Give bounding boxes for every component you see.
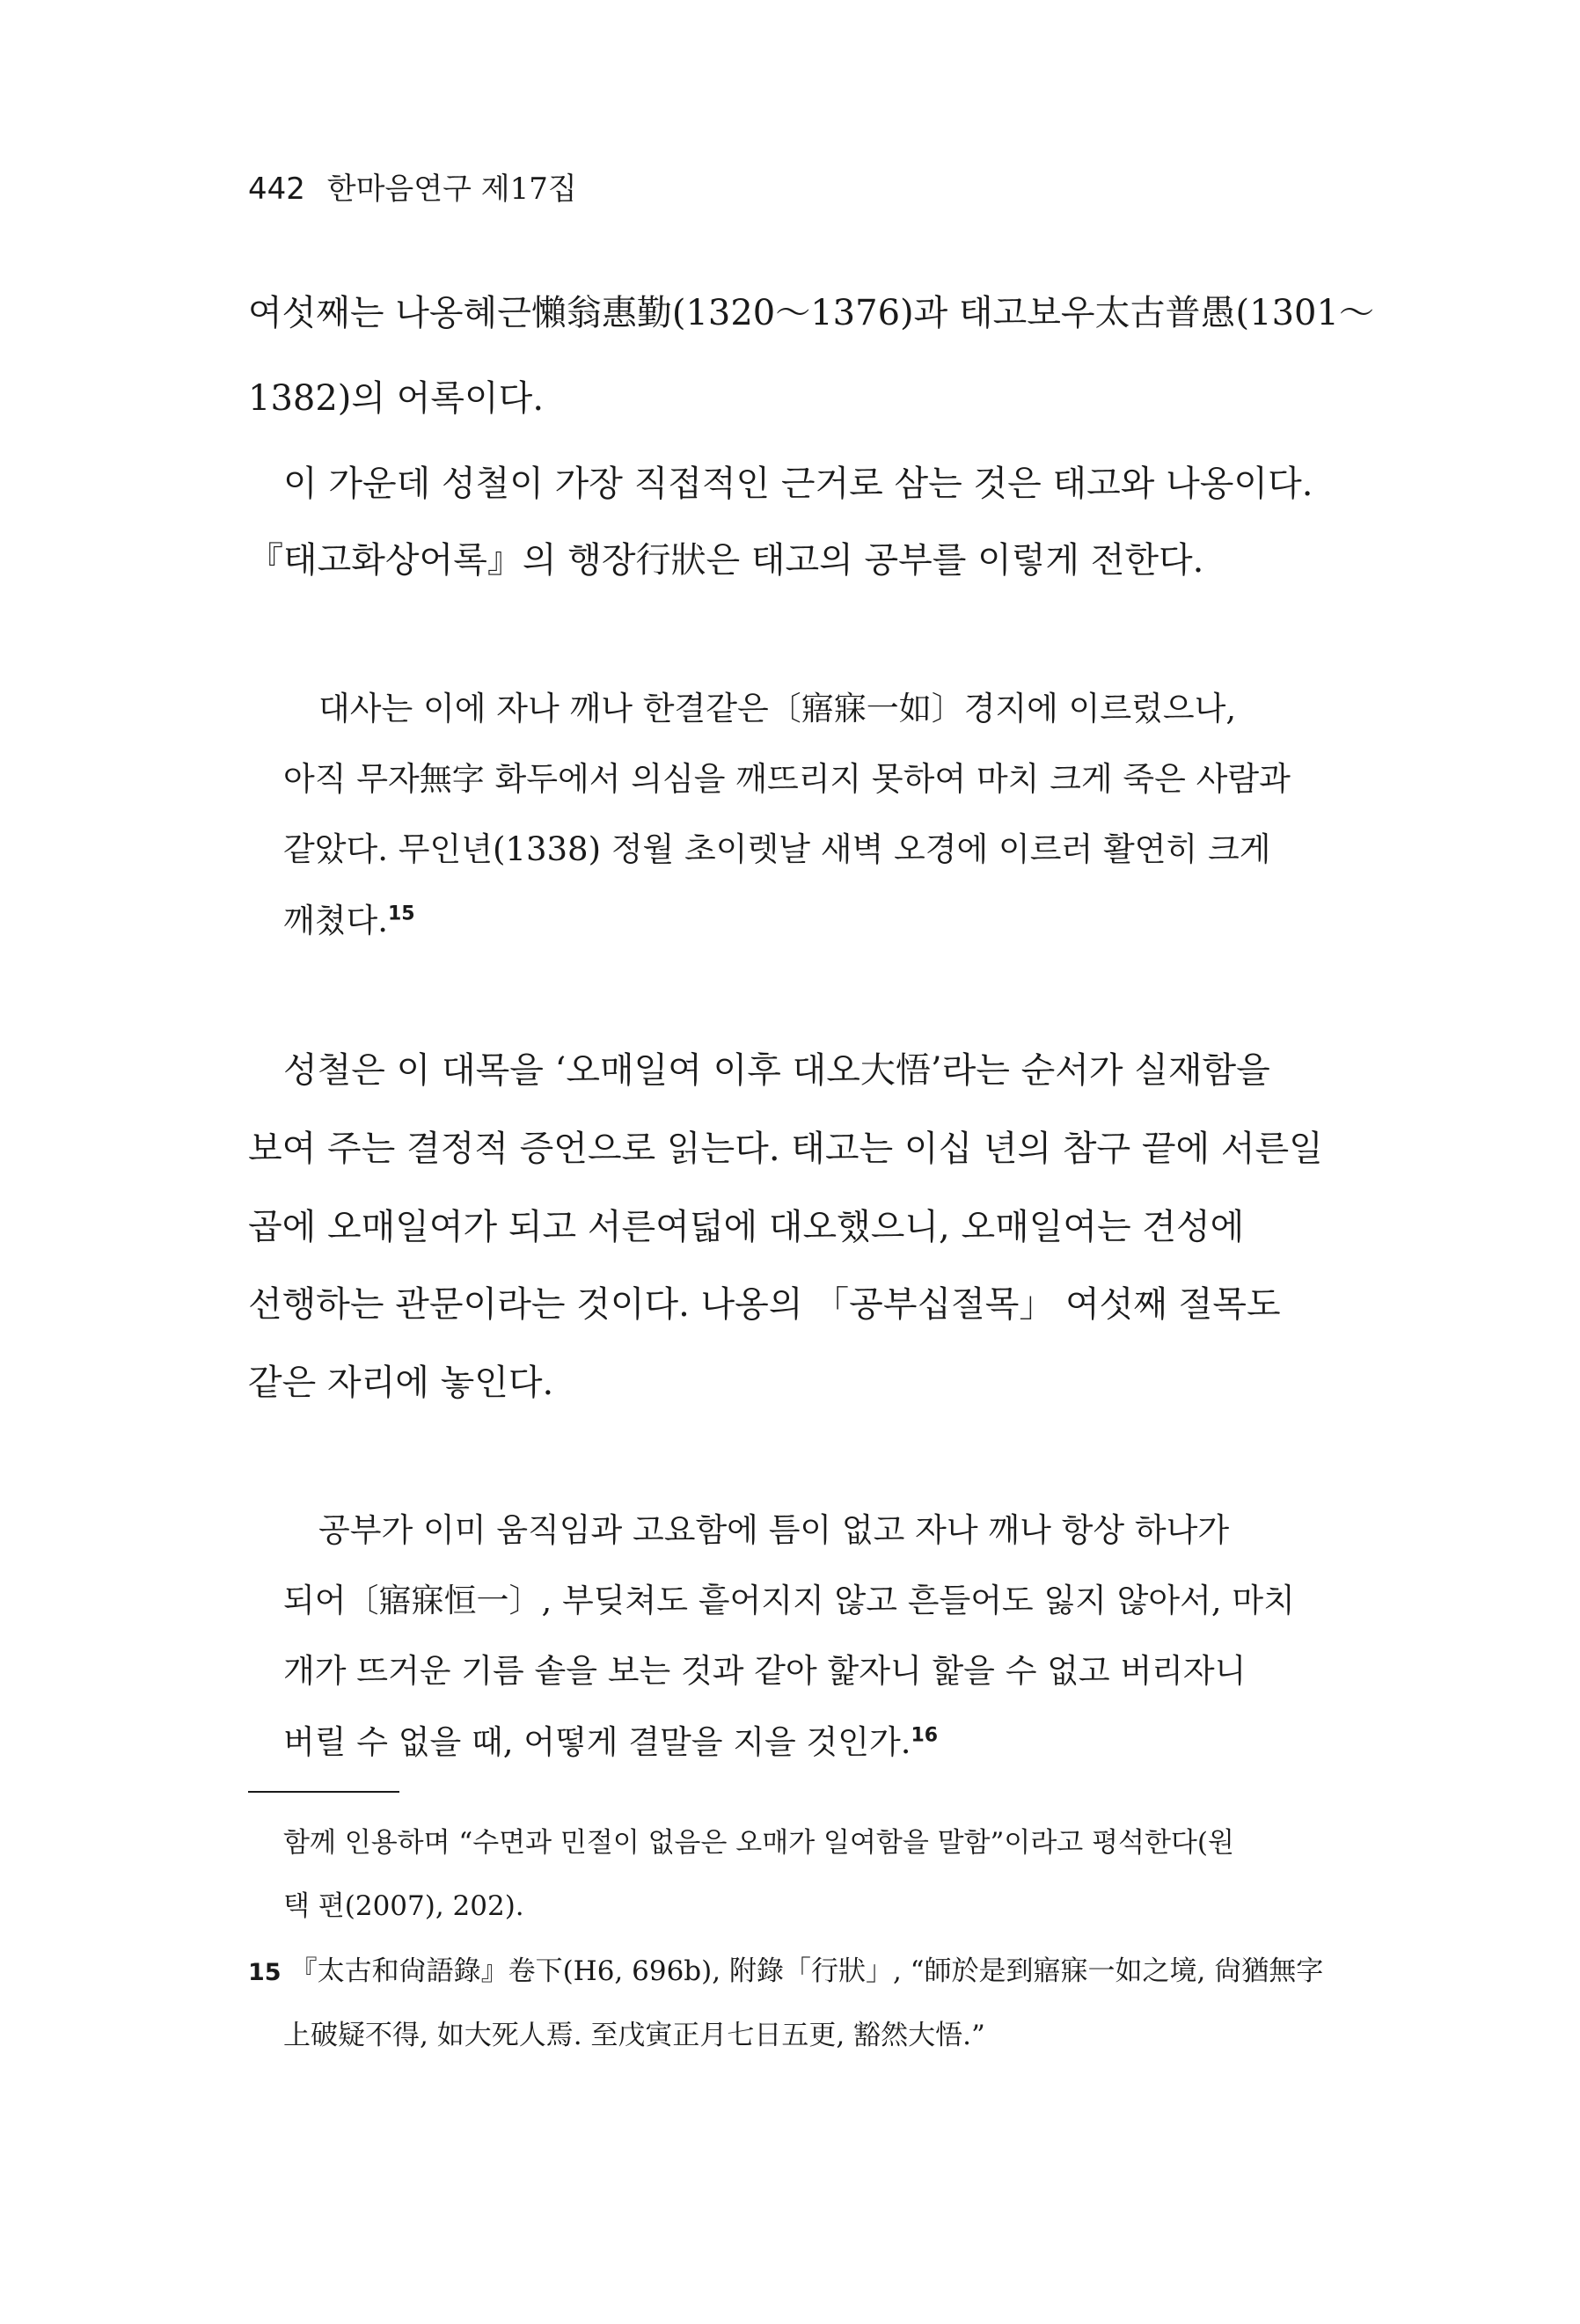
running-header xyxy=(248,172,577,207)
quote-line: 같았다. 무인년(1338) 정월 초이렛날 새벽 오경에 이르러 활연히 크게 xyxy=(283,830,1271,868)
body-line: 『태고화상어록』의 행장行狀은 태고의 공부를 이렇게 전한다. xyxy=(248,540,1204,581)
quote-line: 되어〔寤寐恒一〕, 부딪쳐도 흩어지지 않고 흔들어도 잃지 않아서, 마치 xyxy=(283,1582,1295,1619)
body-line: 보여 주는 결정적 증언으로 읽는다. 태고는 이십 년의 참구 끝에 서른일 xyxy=(248,1129,1323,1169)
footnote-reference[interactable]: 15 xyxy=(388,903,415,925)
body-line: 여섯째는 나옹혜근懶翁惠勤(1320～1376)과 태고보우太古普愚(1301～ xyxy=(248,293,1374,333)
quote-text: 버릴 수 없을 때, 어떻게 결말을 지을 것인가. xyxy=(283,1723,911,1761)
quote-text: 깨쳤다. xyxy=(283,902,388,939)
body-line: 이 가운데 성철이 가장 직접적인 근거로 삼는 것은 태고와 나옹이다. xyxy=(283,464,1313,504)
quote-line xyxy=(283,898,415,944)
body-line: 성철은 이 대목을 ‘오매일여 이후 대오大悟’라는 순서가 실재함을 xyxy=(283,1050,1270,1091)
body-line: 1382)의 어록이다. xyxy=(248,378,545,419)
quote-line: 대사는 이에 자나 깨나 한결같은〔寤寐一如〕경지에 이르렀으나, xyxy=(318,690,1237,727)
quote-line: 공부가 이미 움직임과 고요함에 틈이 없고 자나 깨나 항상 하나가 xyxy=(318,1511,1230,1549)
footnote-reference[interactable]: 16 xyxy=(911,1724,939,1747)
quote-line: 아직 무자無字 화두에서 의심을 깨뜨리지 못하여 마치 크게 죽은 사람과 xyxy=(283,760,1291,798)
footnote-number: 15 xyxy=(248,1959,282,1986)
footnote-line: 택 편(2007), 202). xyxy=(283,1890,524,1922)
footnote-15 xyxy=(248,1954,1323,1991)
footnote-line: 上破疑不得, 如大死人焉. 至戊寅正月七日五更, 豁然大悟.” xyxy=(283,2020,985,2051)
body-line: 선행하는 관문이라는 것이다. 나옹의 「공부십절목」 여섯째 절목도 xyxy=(248,1284,1281,1325)
quote-line: 개가 뜨거운 기름 솥을 보는 것과 같아 핥자니 핥을 수 없고 버리자니 xyxy=(283,1652,1247,1690)
quote-line xyxy=(283,1720,938,1765)
body-line: 곱에 오매일여가 되고 서른여덟에 대오했으니, 오매일여는 견성에 xyxy=(248,1207,1245,1247)
body-line: 같은 자리에 놓인다. xyxy=(248,1363,554,1403)
footnote-separator xyxy=(248,1791,399,1793)
page-number: 442 xyxy=(248,172,305,207)
footnote-text: 『太古和尙語錄』卷下(H6, 696b), 附錄「行狀」, “師於是到寤寐一如之境, 尙猶無字 xyxy=(289,1955,1324,1987)
footnote-line: 함께 인용하며 “수면과 민절이 없음은 오매가 일여함을 말함”이라고 평석한다(원 xyxy=(283,1827,1234,1859)
running-title: 한마음연구 제17집 xyxy=(326,172,577,207)
